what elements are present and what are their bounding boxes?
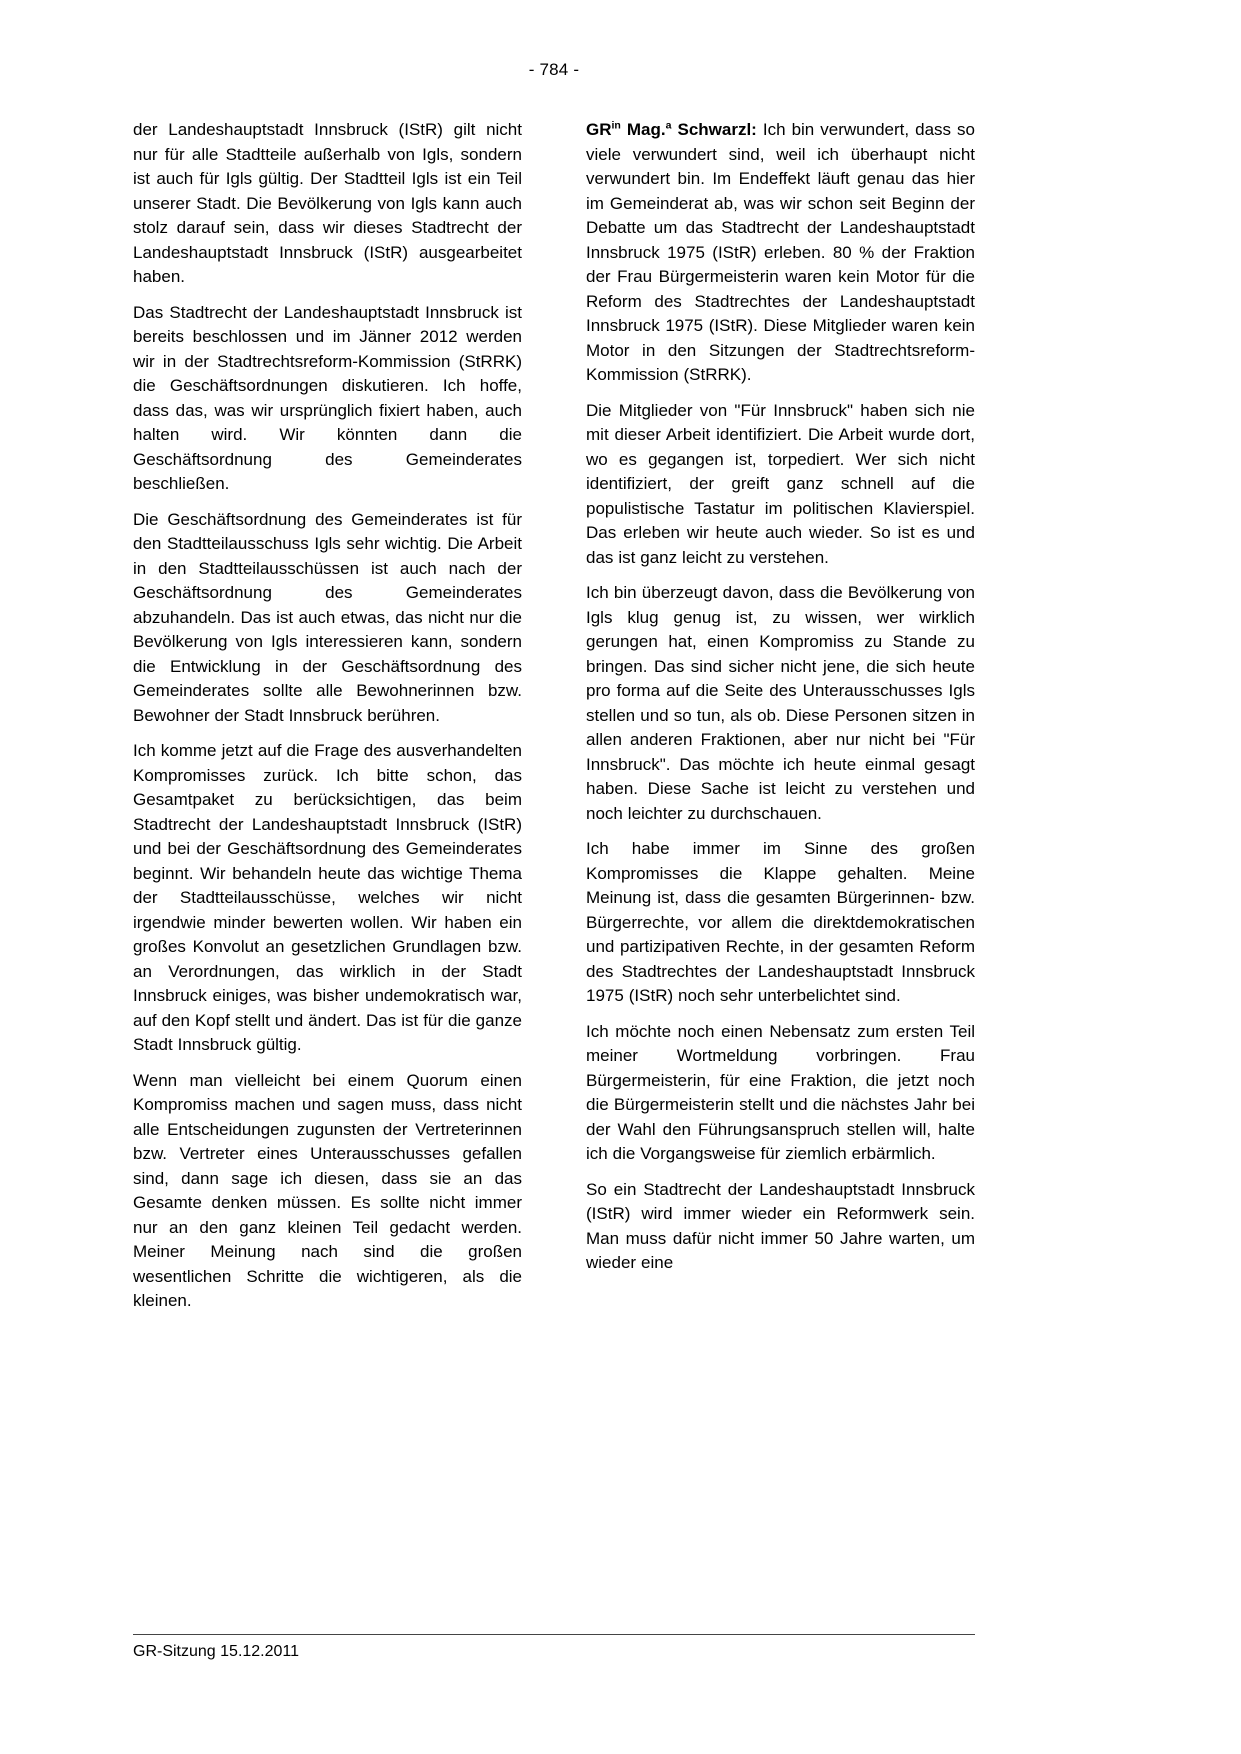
paragraph: Die Mitglieder von "Für Innsbruck" haben sich nie mit dieser Arbeit identifiziert. Die Arbeit wurde dort, wo es gegangen ist, torpediert. Wer sich nicht identifiziert, der greift ganz schnell auf die populistische Tastatur im politischen Klavierspiel. Das erleben wir heute auch wieder. So ist es und das ist ganz leicht zu verstehen.: [586, 400, 975, 567]
paragraph: Ich habe immer im Sinne des großen Kompromisses die Klappe gehalten. Meine Meinung ist, dass die gesamten Bürgerinnen- bzw. Bürgerrechte, vor allem die direktdemokratischen und partizipativen Rechte, in der gesamten Reform des Stadtrechtes der Landeshauptstadt Innsbruck 1975 (IStR) noch sehr unterbelichtet sind.: [586, 839, 975, 1005]
speaker-title: Mag.: [620, 120, 666, 139]
page-footer: [133, 1634, 975, 1661]
footer-text: GR-Sitzung 15.12.2011: [133, 1643, 300, 1660]
page-number: - 784 -: [528, 60, 580, 79]
speaker-prefix: GR: [586, 120, 612, 139]
left-column: [133, 118, 522, 1325]
paragraph: Das Stadtrecht der Landeshauptstadt Innsbruck ist bereits beschlossen und im Jänner 2012 werden wir in der Stadtrechtsreform-Kommission (StRRK) die Geschäftsordnungen diskutieren. Ich hoffe, dass das, was wir ursprünglich fixiert haben, auch halten wird. Wir könnten dann die Geschäftsordnung des Gemeinderates beschließen.: [133, 302, 522, 493]
speaker-superscript: in: [611, 119, 621, 132]
paragraph: Wenn man vielleicht bei einem Quorum einen Kompromiss machen und sagen muss, dass nicht alle Entscheidungen zugunsten der Vertreterinnen bzw. Vertreter eines Unterausschusses gefallen sind, dann sage ich diesen, dass sie an das Gesamte denken müssen. Es sollte nicht immer nur an den ganz kleinen Teil gedacht werden. Meiner Meinung nach sind die großen wesentlichen Schritte die wichtigeren, als die kleinen.: [133, 1070, 522, 1310]
paragraph: der Landeshauptstadt Innsbruck (IStR) gilt nicht nur für alle Stadtteile außerhalb von Igls, sondern ist auch für Igls gültig. Der Stadtteil Igls ist ein Teil unserer Stadt. Die Bevölkerung von Igls kann auch stolz darauf sein, dass wir dieses Stadtrecht der Landeshauptstadt Innsbruck (IStR) ausgearbeitet haben.: [133, 120, 522, 286]
paragraph: Die Geschäftsordnung des Gemeinderates ist für den Stadtteilausschuss Igls sehr wichtig. Die Arbeit in den Stadtteilausschüssen ist auch nach der Geschäftsordnung des Gemeinderates abzuhandeln. Das ist auch etwas, das nicht nur die Bevölkerung von Igls interessieren kann, sondern die Entwicklung in der Geschäftsordnung des Gemeinderates sollte alle Bewohnerinnen bzw. Bewohner der Stadt Innsbruck berühren.: [133, 509, 522, 725]
paragraph: Ich bin überzeugt davon, dass die Bevölkerung von Igls klug genug ist, zu wissen, wer wirklich gerungen hat, einen Kompromiss zu Stande zu bringen. Das sind sicher nicht jene, die sich heute pro forma auf die Seite des Unterausschusses Igls stellen und so tun, als ob. Diese Personen sitzen in allen anderen Fraktionen, aber nur nicht bei "Für Innsbruck". Das möchte ich heute einmal gesagt haben. Diese Sache ist leicht zu verstehen und noch leichter zu durchschauen.: [586, 583, 975, 823]
speaker-name: [586, 120, 763, 139]
speaker-superscript: a: [665, 119, 672, 132]
speaker-surname: Schwarzl:: [671, 120, 763, 139]
paragraph: So ein Stadtrecht der Landeshauptstadt Innsbruck (IStR) wird immer wieder ein Reformwerk sein. Man muss dafür nicht immer 50 Jahre warten, um wieder eine: [586, 1179, 975, 1272]
paragraph: Ich komme jetzt auf die Frage des ausverhandelten Kompromisses zurück. Ich bitte schon, das Gesamtpaket zu berücksichtigen, das beim Stadtrecht der Landeshauptstadt Innsbruck (IStR) und bei der Geschäftsordnung des Gemeinderates beginnt. Wir behandeln heute das wichtige Thema der Stadtteilausschüsse, welches wir nicht irgendwie minder bewerten wollen. Wir haben ein großes Konvolut an gesetzlichen Grundlagen bzw. an Verordnungen, das wirklich in der Stadt Innsbruck einiges, was bisher undemokratisch war, auf den Kopf stellt und ändert. Das ist für die ganze Stadt Innsbruck gültig.: [133, 741, 522, 1054]
page-content: [133, 118, 975, 1325]
right-column: [586, 118, 975, 1325]
paragraph-with-speaker: [586, 118, 975, 388]
speech-text: Ich bin verwundert, dass so viele verwundert sind, weil ich überhaupt nicht verwundert bin. Im Endeffekt läuft genau das hier im Gemeinderat ab, was wir schon seit Beginn der Debatte um das Stadtrecht der Landeshauptstadt Innsbruck 1975 (IStR) erleben. 80 % der Fraktion der Frau Bürgermeisterin waren kein Motor für die Reform des Stadtrechtes der Landeshauptstadt Innsbruck 1975 (IStR). Diese Mitglieder waren kein Motor in den Sitzungen der Stadtrechtsreform-Kommission (StRRK).: [586, 120, 975, 384]
paragraph: Ich möchte noch einen Nebensatz zum ersten Teil meiner Wortmeldung vorbringen. Frau Bürgermeisterin, für eine Fraktion, die jetzt noch die Bürgermeisterin stellt und die nächstes Jahr bei der Wahl den Führungsanspruch stellen will, halte ich die Vorgangsweise für ziemlich erbärmlich.: [586, 1021, 975, 1163]
